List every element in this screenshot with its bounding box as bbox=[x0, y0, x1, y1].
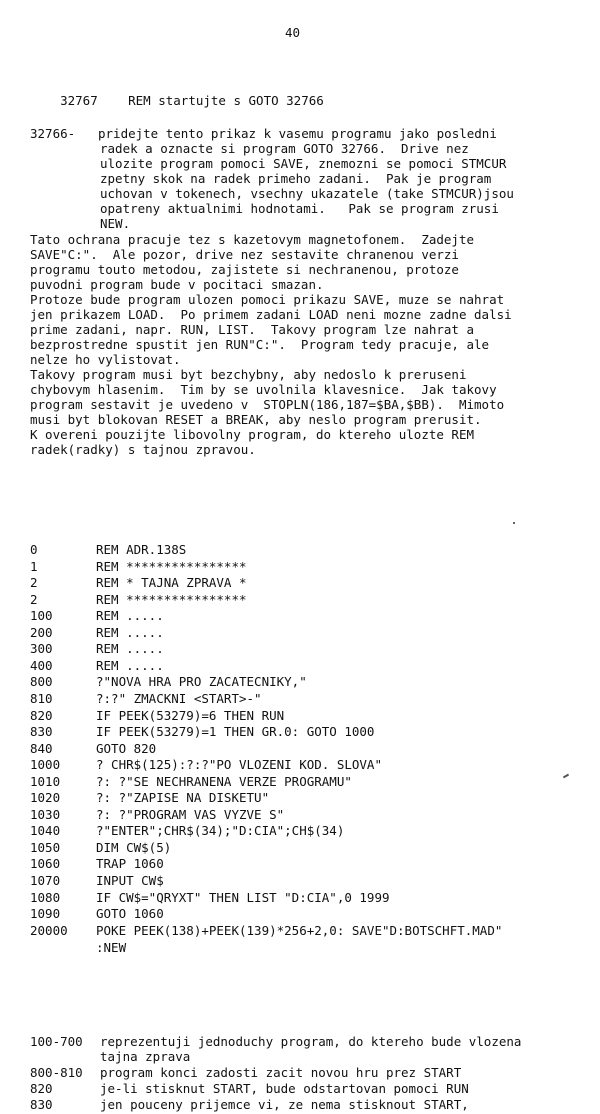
code-line bbox=[30, 575, 247, 591]
code-line-text: REM ..... bbox=[96, 624, 164, 640]
para1-line: zpetny skok na radek primeho zadani. Pak je program bbox=[100, 171, 492, 186]
code-line-number: 100 bbox=[30, 608, 53, 624]
para1-line: NEW. bbox=[100, 216, 131, 231]
code-line-text: ?"NOVA HRA PRO ZACATECNIKY," bbox=[96, 674, 307, 690]
code-line-number: 1050 bbox=[30, 839, 61, 855]
prose-line: programu touto metodou, zajistete si nechranenou, protoze bbox=[30, 262, 459, 277]
code-line-number: 1070 bbox=[30, 873, 61, 888]
prose-line: K overeni pouzijte libovolny program, do ktereho ulozte REM bbox=[30, 427, 475, 442]
code-line bbox=[30, 724, 374, 740]
para1-line: pridejte tento prikaz k vasemu programu jako posledni bbox=[98, 126, 497, 141]
code-line-text: REM ..... bbox=[96, 641, 164, 657]
code-line-text: ?: ?"ZAPISE NA DISKETU" bbox=[96, 790, 270, 806]
code-line-number: 810 bbox=[30, 690, 53, 706]
code-line bbox=[30, 608, 164, 624]
prose-line: puvodni program bude v pocitaci smazan. bbox=[30, 277, 324, 292]
code-line-text: IF PEEK(53279)=1 THEN GR.0: GOTO 1000 bbox=[96, 724, 375, 740]
code-line-text: IF CW$="QRYXT" THEN LIST "D:CIA",0 1999 bbox=[96, 889, 390, 905]
page-number: 40 bbox=[285, 25, 301, 40]
code-line-number: 300 bbox=[30, 641, 53, 657]
code-line-text: IF PEEK(53279)=6 THEN RUN bbox=[96, 707, 285, 723]
code-line-number: 2 bbox=[30, 575, 38, 591]
code-line-number: 200 bbox=[30, 624, 53, 640]
code-line-number: 840 bbox=[30, 740, 53, 756]
note-line-text: reprezentuji jednoduchy program, do ktereho bude vlozena bbox=[100, 1034, 522, 1049]
code-line-text: GOTO 820 bbox=[96, 740, 157, 756]
code-line-number: 800 bbox=[30, 674, 53, 690]
prose-line: jen prikazem LOAD. Po primem zadani LOAD neni mozne zadne dalsi bbox=[30, 307, 512, 322]
code-line-text: REM **************** bbox=[96, 558, 247, 574]
note-line-text: jen pouceny prijemce vi, ze nema stisknout START, bbox=[100, 1097, 469, 1112]
prose-line: program sestavit je uvedeno v STOPLN(186,187=$BA,$BB). Mimoto bbox=[30, 397, 505, 412]
code-line-number: 830 bbox=[30, 724, 53, 740]
code-line bbox=[30, 774, 352, 790]
para1-line: radek a oznacte si program GOTO 32766. Drive nez bbox=[100, 141, 469, 156]
code-line bbox=[30, 674, 307, 690]
prose-line: Protoze bude program ulozen pomoci prikazu SAVE, muze se nahrat bbox=[30, 292, 505, 307]
para1 bbox=[30, 126, 578, 231]
note-line bbox=[30, 1081, 469, 1097]
code-line-number: 820 bbox=[30, 707, 53, 723]
prose-line: prime zadani, napr. RUN, LIST. Takovy program lze nahrat a bbox=[30, 322, 475, 337]
code-line bbox=[30, 625, 164, 641]
code-line bbox=[30, 559, 247, 575]
code-line bbox=[30, 906, 164, 922]
code-line-number: 1080 bbox=[30, 889, 61, 905]
code-line bbox=[30, 757, 382, 773]
code-line-text: DIM CW$(5) bbox=[96, 839, 172, 855]
prose-line: radek(radky) s tajnou zpravou. bbox=[30, 442, 256, 457]
note-line-number: 830 bbox=[30, 1097, 53, 1112]
prose-line: chybovym hlasenim. Tim by se uvolnila klavesnice. Jak takovy bbox=[30, 382, 497, 397]
para1-first-line bbox=[30, 126, 578, 141]
note-line bbox=[30, 1034, 521, 1050]
code-line-text: ?"ENTER";CHR$(34);"D:CIA";CH$(34) bbox=[96, 823, 345, 839]
note-line-number: 100-700 bbox=[30, 1034, 83, 1049]
para1-line: uchovan v tokenech, vsechny ukazatele (take STMCUR)jsou bbox=[100, 186, 514, 201]
code-line-number: 1040 bbox=[30, 823, 61, 839]
note-line-number: 800-810 bbox=[30, 1065, 83, 1080]
code-line bbox=[30, 823, 344, 839]
code-line bbox=[30, 873, 164, 889]
prose-block bbox=[30, 232, 578, 457]
code-line bbox=[30, 940, 126, 956]
code-line-text: GOTO 1060 bbox=[96, 906, 164, 922]
code-line-text: ?: ?"PROGRAM VAS VYZVE S" bbox=[96, 806, 285, 822]
code-line-text: REM ..... bbox=[96, 608, 164, 624]
code-line-text: ?:?" ZMACKNI <START>-" bbox=[96, 690, 262, 706]
scan-mark bbox=[563, 774, 569, 779]
code-line bbox=[30, 807, 284, 823]
code-line bbox=[30, 691, 262, 707]
note-line bbox=[30, 1049, 190, 1065]
prose-line: musi byt blokovan RESET a BREAK, aby neslo program prerusit. bbox=[30, 412, 482, 427]
note-line-text: tajna zprava bbox=[100, 1049, 191, 1064]
para1-line: ulozite program pomoci SAVE, znemozni se pomoci STMCUR bbox=[100, 156, 507, 171]
code-line bbox=[30, 658, 164, 674]
code-line bbox=[30, 856, 164, 872]
code-line-text: ?: ?"SE NECHRANENA VERZE PROGRAMU" bbox=[96, 773, 352, 789]
code-line bbox=[30, 890, 390, 906]
code-line-text: ? CHR$(125):?:?"PO VLOZENI KOD. SLOVA" bbox=[96, 757, 382, 773]
prose-line: bezprostredne spustit jen RUN"C:". Program tedy pracuje, ale bbox=[30, 337, 490, 352]
code-line-text: REM ..... bbox=[96, 657, 164, 673]
header-line-number: 32767 bbox=[60, 93, 98, 108]
code-line-number: 1030 bbox=[30, 806, 61, 822]
code-line-number: 400 bbox=[30, 657, 53, 673]
code-line-number: 1 bbox=[30, 558, 38, 574]
code-line-number: 1000 bbox=[30, 757, 61, 773]
prose-line: Takovy program musi byt bezchybny, aby nedoslo k preruseni bbox=[30, 367, 467, 382]
scan-speck bbox=[513, 522, 515, 524]
code-line-number: 1010 bbox=[30, 773, 61, 789]
code-line-text: :NEW bbox=[96, 939, 127, 955]
code-line-text: TRAP 1060 bbox=[96, 856, 164, 872]
header-line bbox=[30, 78, 324, 123]
code-line-number: 0 bbox=[30, 542, 38, 557]
code-line bbox=[30, 708, 284, 724]
para1-line: opatreny aktualnimi hodnotami. Pak se program zrusi bbox=[100, 201, 499, 216]
code-line bbox=[30, 741, 156, 757]
code-line-number: 1060 bbox=[30, 856, 61, 872]
code-line bbox=[30, 592, 247, 608]
para1-number: 32766- bbox=[30, 126, 76, 141]
code-line bbox=[30, 923, 502, 939]
prose-line: SAVE"C:". Ale pozor, drive nez sestavite chranenou verzi bbox=[30, 247, 459, 262]
prose-line: Tato ochrana pracuje tez s kazetovym magnetofonem. Zadejte bbox=[30, 232, 475, 247]
code-line-text: POKE PEEK(138)+PEEK(139)*256+2,0: SAVE"D:BOTSCHFT.MAD" bbox=[96, 922, 503, 938]
code-line bbox=[30, 542, 186, 558]
code-line-text: REM * TAJNA ZPRAVA * bbox=[96, 575, 247, 591]
note-line-number: 820 bbox=[30, 1081, 53, 1096]
code-line-text: INPUT CW$ bbox=[96, 873, 164, 888]
code-line-text: REM ADR.138S bbox=[96, 542, 187, 557]
code-line-number: 20000 bbox=[30, 922, 68, 938]
note-line bbox=[30, 1065, 461, 1081]
code-line-number: 1090 bbox=[30, 906, 61, 922]
code-line bbox=[30, 790, 269, 806]
code-line-number: 1020 bbox=[30, 790, 61, 806]
code-line-number: 2 bbox=[30, 591, 38, 607]
code-line-text: REM **************** bbox=[96, 591, 247, 607]
note-line bbox=[30, 1097, 469, 1113]
note-line-text: je-li stisknut START, bude odstartovan pomoci RUN bbox=[100, 1081, 469, 1096]
note-line-text: program konci zadosti zacit novou hru prez START bbox=[100, 1065, 462, 1080]
prose-line: nelze ho vylistovat. bbox=[30, 352, 181, 367]
header-line-text: REM startujte s GOTO 32766 bbox=[128, 93, 324, 108]
code-line bbox=[30, 641, 164, 657]
code-line bbox=[30, 840, 171, 856]
